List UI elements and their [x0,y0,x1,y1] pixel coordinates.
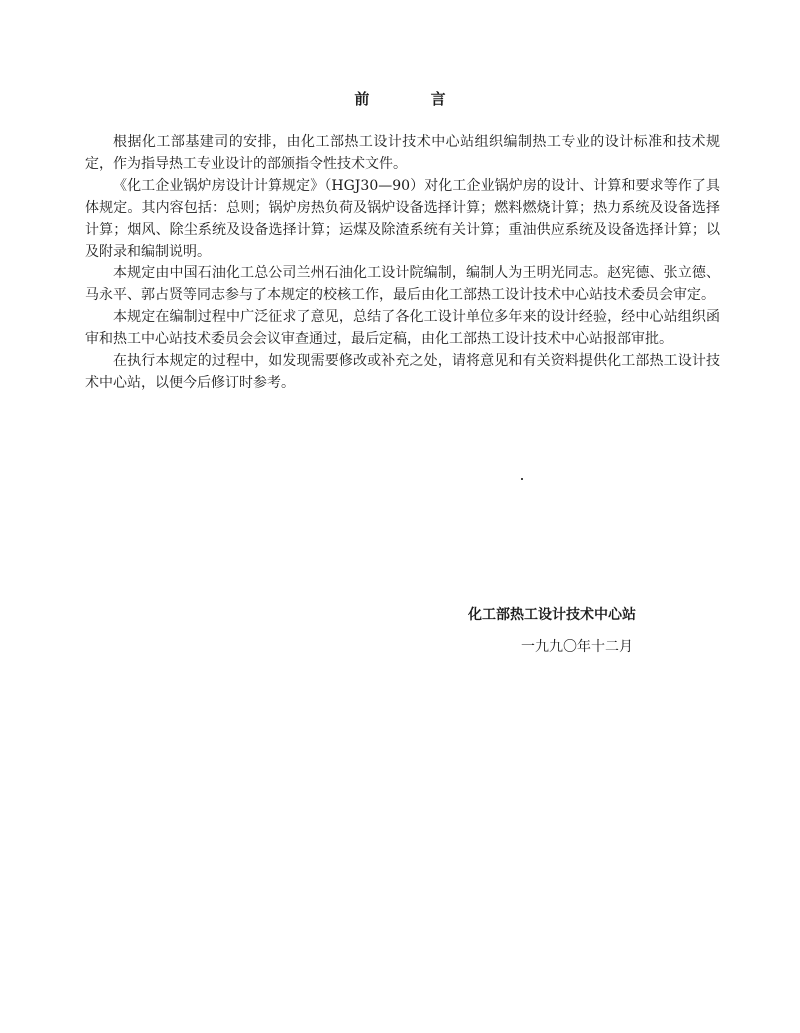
paragraph: 根据化工部基建司的安排，由化工部热工设计技术中心站组织编制热工专业的设计标准和技术规定，作为指导热工专业设计的部颁指令性技术文件。 [85,134,720,172]
paragraph: 本规定在编制过程中广泛征求了意见，总结了各化工设计单位多年来的设计经验，经中心站组织函审和热工中心站技术委员会会议审查通过，最后定稿，由化工部热工设计技术中心站报部审批。 [85,309,720,348]
preface-body [85,132,720,395]
page-title: 前 言 [354,90,474,108]
paragraph: 本规定由中国石油化工总公司兰州石油化工设计院编制，编制人为王明光同志。赵宪德、张立德、马永平、郭占贤等同志参与了本规定的校核工作，最后由化工部热工设计技术中心站技术委员会审定。 [85,265,720,304]
signature-organization: 化工部热工设计技术中心站 [468,607,636,623]
signature-date: 一九九〇年十二月 [521,639,633,655]
paragraph: 在执行本规定的过程中，如发现需要修改或补充之处，请将意见和有关资料提供化工部热工设计技术中心站，以便今后修订时参考。 [85,353,720,391]
paragraph: 《化工企业锅炉房设计计算规定》（HGJ30—90）对化工企业锅炉房的设计、计算和要求等作了具体规定。其内容包括：总则；锅炉房热负荷及锅炉设备选择计算；燃料燃烧计算；热力系统及设备选择计算；烟风、除尘系统及设备选择计算；运煤及除渣系统有关计算；重油供应系统及设备选择计算；以及附录和编制说明。 [85,177,720,260]
stray-mark [521,478,523,480]
